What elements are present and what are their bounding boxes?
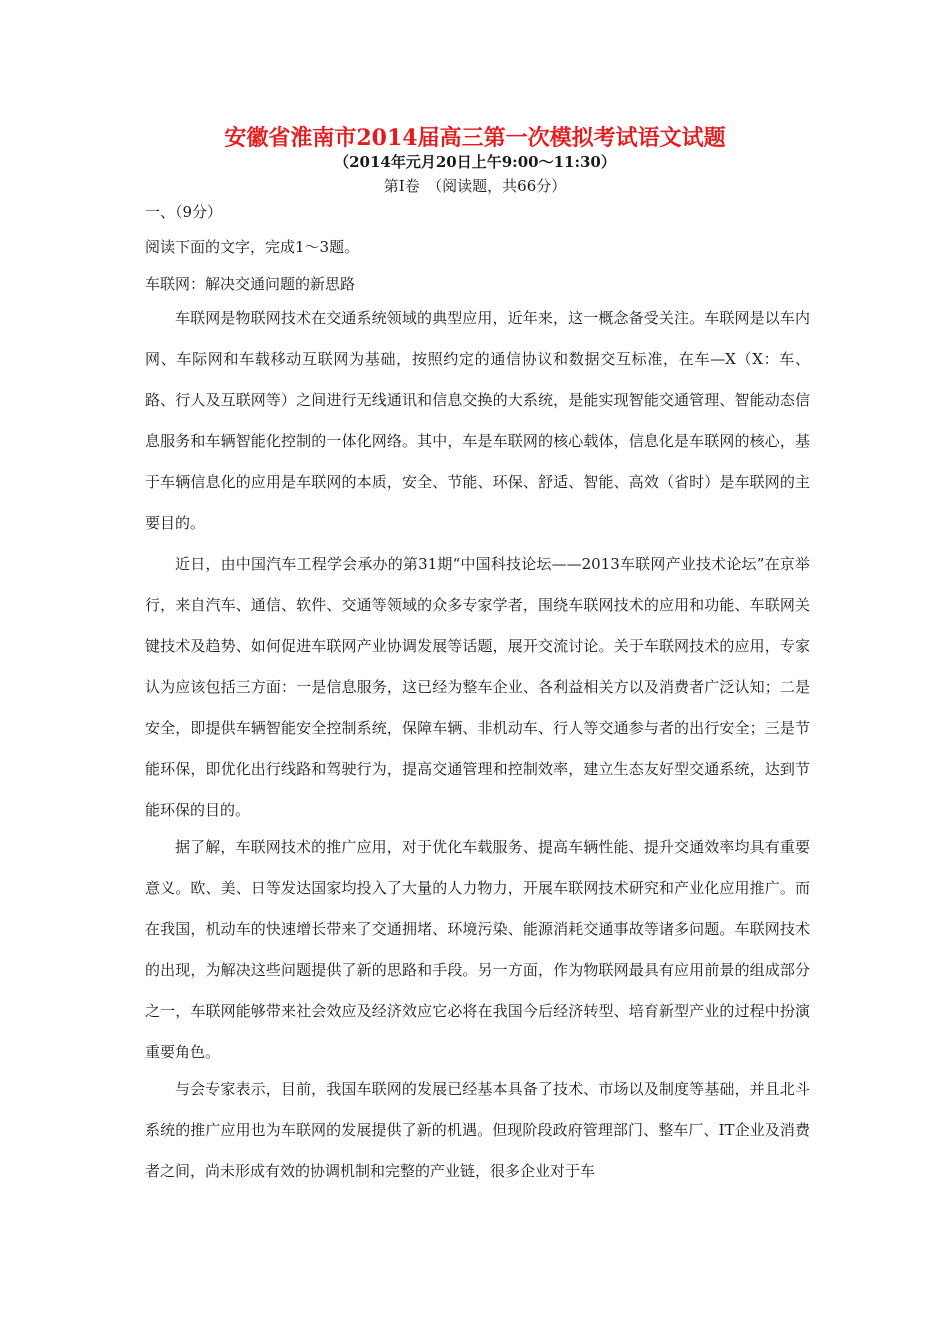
exam-title: 安徽省淮南市2014届高三第一次模拟考试语文试题 (224, 125, 726, 151)
exam-time: （2014年元月20日上午9:00～11:30） (334, 153, 616, 171)
paragraph-4: 与会专家表示，目前，我国车联网的发展已经基本具备了技术、市场以及制度等基础，并且北斗系统的推广应用也为车联网的发展提供了新的机遇。但现阶段政府管理部门、整车厂、IT企业及消费者之间，尚未形成有效的协调机制和完整的产业链，很多企业对于车 (145, 1080, 810, 1180)
reading-instruction: 阅读下面的文字，完成1～3题。 (145, 238, 360, 256)
article-title: 车联网：解决交通问题的新思路 (145, 275, 356, 293)
paragraph-1: 车联网是物联网技术在交通系统领域的典型应用，近年来，这一概念备受关注。车联网是以车内网、车际网和车载移动互联网为基础，按照约定的通信协议和数据交互标准，在车—X（X：车、路、行人及互联网等）之间进行无线通讯和信息交换的大系统，是能实现智能交通管理、智能动态信息服务和车辆智能化控制的一体化网络。其中，车是车联网的核心载体，信息化是车联网的核心，基于车辆信息化的应用是车联网的本质，安全、节能、环保、舒适、智能、高效（省时）是车联网的主要目的。 (145, 309, 810, 532)
paragraph-3: 据了解，车联网技术的推广应用，对于优化车载服务、提高车辆性能、提升交通效率均具有重要意义。欧、美、日等发达国家均投入了大量的人力物力，开展车联网技术研究和产业化应用推广。而在我国，机动车的快速增长带来了交通拥堵、环境污染、能源消耗交通事故等诸多问题。车联网技术的出现，为解决这些问题提供了新的思路和手段。另一方面，作为物联网最具有应用前景的组成部分之一，车联网能够带来社会效应及经济效应它必将在我国今后经济转型、培育新型产业的过程中扮演重要角色。 (145, 838, 810, 1061)
section-heading: 第Ⅰ卷 （阅读题，共66分） (383, 177, 567, 195)
part-label: 一、（9分） (145, 203, 223, 221)
paragraph-2: 近日，由中国汽车工程学会承办的第31期“中国科技论坛——2013车联网产业技术论坛”在京举行，来自汽车、通信、软件、交通等领域的众多专家学者，围绕车联网技术的应用和功能、车联网关键技术及趋势、如何促进车联网产业协调发展等话题，展开交流讨论。关于车联网技术的应用，专家认为应该包括三方面：一是信息服务，这已经为整车企业、各利益相关方以及消费者广泛认知；二是安全，即提供车辆智能安全控制系统，保障车辆、非机动车、行人等交通参与者的出行安全；三是节能环保，即优化出行线路和驾驶行为，提高交通管理和控制效率，建立生态友好型交通系统，达到节能环保的目的。 (145, 555, 810, 819)
